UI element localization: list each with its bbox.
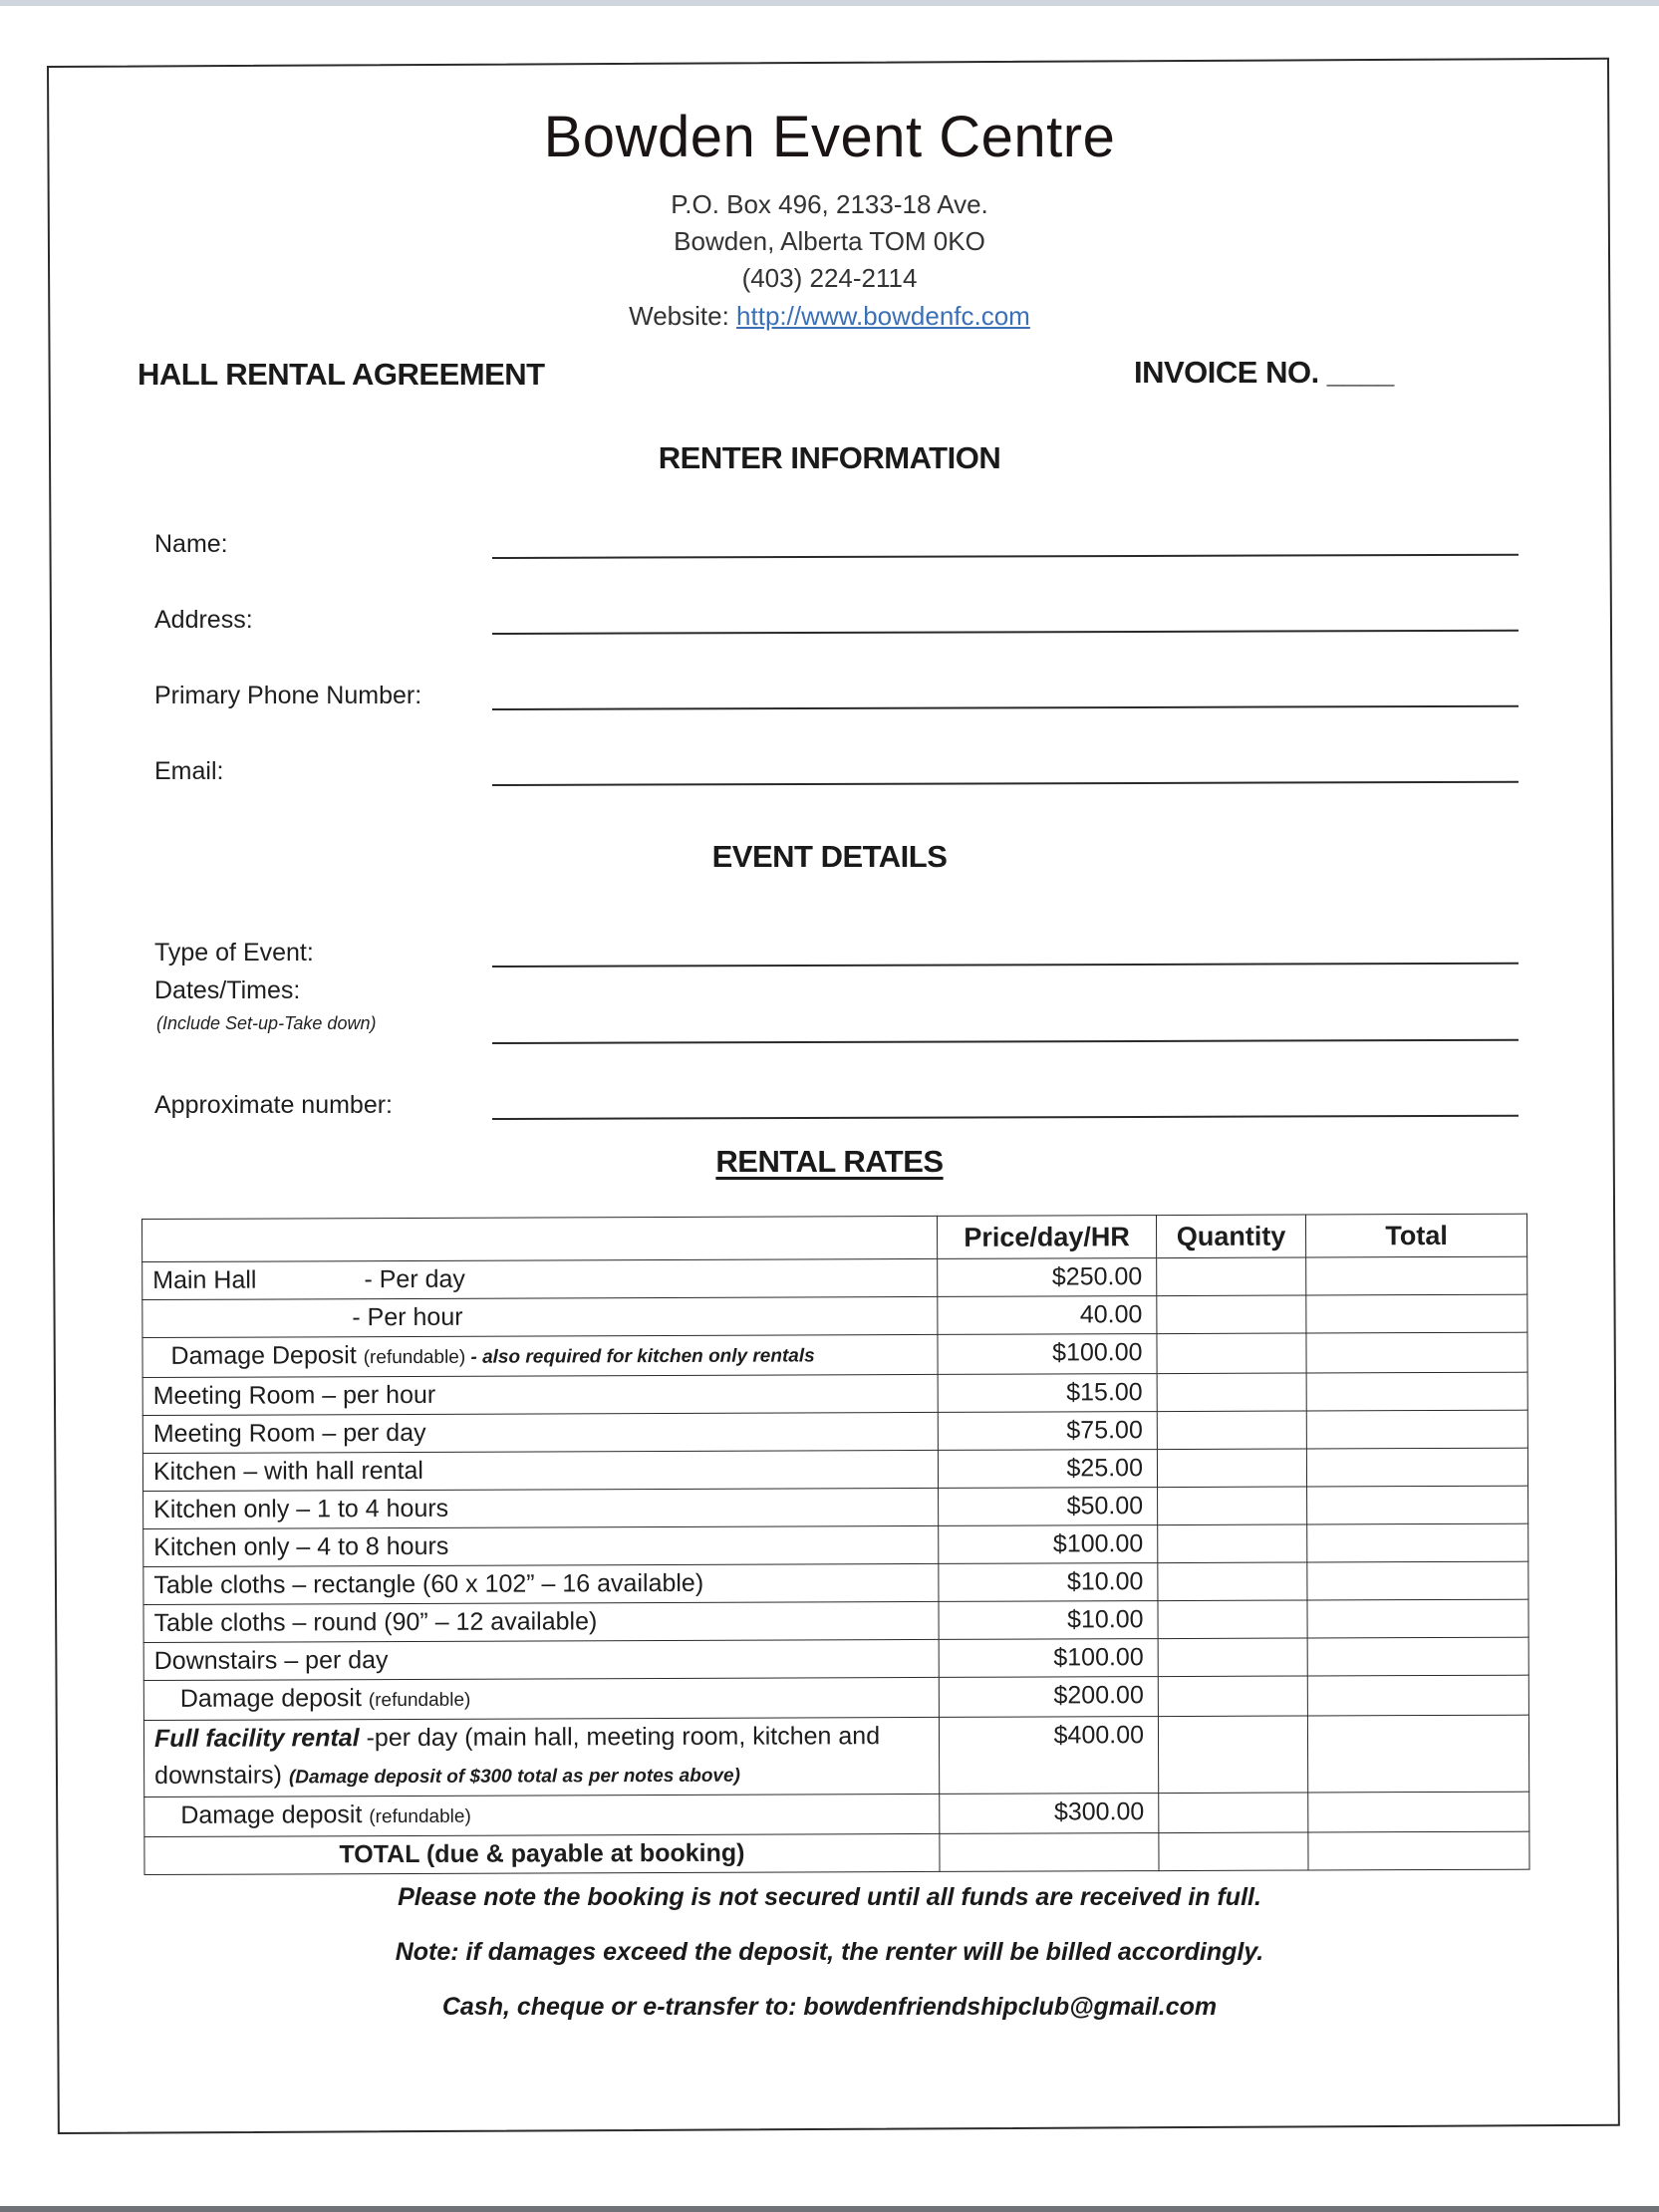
event-details-heading: EVENT DETAILS bbox=[711, 839, 948, 874]
quantity-cell[interactable] bbox=[1158, 1676, 1307, 1717]
quantity-cell[interactable] bbox=[1157, 1373, 1306, 1412]
approximate-number-label: Approximate number: bbox=[154, 1091, 394, 1119]
damages-note: Note: if damages exceed the deposit, the renter will be billed accordingly. bbox=[395, 1938, 1264, 1966]
item-label: -per day (main hall, meeting room, kitchen and downstairs) bbox=[154, 1722, 881, 1790]
table-row bbox=[143, 1675, 1528, 1720]
item-cell: Kitchen only – 1 to 4 hours bbox=[143, 1488, 939, 1528]
rental-rates-heading-text: RENTAL RATES bbox=[715, 1144, 944, 1179]
event-type-label: Type of Event: bbox=[154, 939, 314, 967]
total-cell[interactable] bbox=[1307, 1715, 1528, 1793]
price-cell: $50.00 bbox=[939, 1488, 1158, 1526]
price-cell: $100.00 bbox=[939, 1525, 1158, 1564]
item-cell: Meeting Room – per day bbox=[142, 1412, 938, 1453]
table-row bbox=[144, 1792, 1529, 1836]
column-header-price: Price/day/HR bbox=[937, 1216, 1156, 1259]
total-cell[interactable] bbox=[1307, 1561, 1528, 1600]
total-cell[interactable] bbox=[1307, 1486, 1528, 1524]
table-row bbox=[142, 1410, 1527, 1453]
agreement-title: HALL RENTAL AGREEMENT bbox=[138, 357, 545, 392]
rental-rates-heading bbox=[0, 1144, 1659, 1180]
price-cell: $250.00 bbox=[938, 1258, 1157, 1297]
item-cell bbox=[143, 1677, 939, 1720]
total-cell[interactable] bbox=[1308, 1792, 1529, 1832]
item-bold-label: Full facility rental bbox=[153, 1724, 360, 1753]
item-cell bbox=[143, 1717, 939, 1797]
item-cell bbox=[142, 1334, 938, 1377]
item-cell: Kitchen only – 4 to 8 hours bbox=[143, 1525, 939, 1566]
price-cell: $100.00 bbox=[939, 1639, 1158, 1678]
event-type-input[interactable] bbox=[496, 929, 1517, 964]
table-row bbox=[143, 1637, 1528, 1680]
item-italic-note: - also required for kitchen only rentals bbox=[465, 1345, 815, 1368]
name-input[interactable] bbox=[496, 520, 1517, 555]
quantity-cell[interactable] bbox=[1157, 1257, 1306, 1296]
table-row bbox=[143, 1715, 1528, 1797]
table-row bbox=[143, 1523, 1528, 1566]
quantity-cell[interactable] bbox=[1158, 1716, 1307, 1794]
item-cell: Table cloths – round (90” – 12 available) bbox=[143, 1601, 939, 1642]
quantity-cell[interactable] bbox=[1157, 1295, 1306, 1334]
item-label: Damage deposit bbox=[180, 1800, 363, 1829]
name-label: Name: bbox=[154, 530, 228, 558]
table-row bbox=[142, 1294, 1527, 1337]
table-row bbox=[142, 1332, 1527, 1377]
item-cell: Table cloths – rectangle (60 x 102” – 16 available) bbox=[143, 1563, 939, 1604]
table-total-row bbox=[144, 1831, 1529, 1874]
price-cell: $75.00 bbox=[938, 1412, 1157, 1451]
item-cell bbox=[144, 1794, 940, 1836]
total-cell[interactable] bbox=[1307, 1637, 1528, 1676]
price-cell: $15.00 bbox=[938, 1374, 1157, 1413]
table-row bbox=[142, 1256, 1527, 1299]
column-header-item bbox=[142, 1216, 938, 1261]
payment-note: Cash, cheque or e-transfer to: bowdenfriendshipclub@gmail.com bbox=[441, 1993, 1218, 2021]
total-cell[interactable] bbox=[1306, 1332, 1527, 1373]
item-small-note: (refundable) bbox=[368, 1689, 471, 1712]
organization-title: Bowden Event Centre bbox=[543, 105, 1116, 169]
email-label: Email: bbox=[154, 757, 224, 785]
quantity-cell[interactable] bbox=[1158, 1487, 1307, 1525]
price-cell: $200.00 bbox=[939, 1677, 1158, 1718]
email-input[interactable] bbox=[496, 747, 1517, 782]
address-line-2: Bowden, Alberta TOM 0KO bbox=[674, 226, 985, 256]
phone-number: (403) 224-2114 bbox=[741, 263, 918, 293]
dates-times-label: Dates/Times: bbox=[154, 976, 301, 1004]
quantity-cell[interactable] bbox=[1158, 1562, 1307, 1601]
total-cell[interactable] bbox=[1307, 1523, 1528, 1562]
table-header-row bbox=[142, 1214, 1527, 1261]
quantity-cell[interactable] bbox=[1158, 1524, 1307, 1563]
renter-information-heading: RENTER INFORMATION bbox=[658, 440, 1001, 475]
grand-total-cell[interactable] bbox=[1308, 1831, 1529, 1870]
website-label: Website: bbox=[629, 301, 729, 331]
total-cell[interactable] bbox=[1307, 1599, 1528, 1638]
address-input[interactable] bbox=[496, 596, 1517, 631]
address-line-1: P.O. Box 496, 2133-18 Ave. bbox=[671, 189, 988, 219]
quantity-cell[interactable] bbox=[1159, 1793, 1308, 1833]
column-header-quantity: Quantity bbox=[1156, 1215, 1305, 1258]
item-small-note: (refundable) bbox=[363, 1346, 466, 1369]
price-cell: $300.00 bbox=[940, 1794, 1159, 1834]
total-cell[interactable] bbox=[1306, 1256, 1527, 1295]
total-cell[interactable] bbox=[1306, 1448, 1527, 1487]
price-cell: 40.00 bbox=[938, 1296, 1157, 1335]
item-italic-note: (Damage deposit of $300 total as per notes above) bbox=[288, 1765, 740, 1789]
dates-times-hint: (Include Set-up-Take down) bbox=[156, 1013, 377, 1033]
dates-times-input[interactable] bbox=[496, 1005, 1517, 1040]
item-label: Damage deposit bbox=[179, 1684, 362, 1713]
total-label-cell: TOTAL (due & payable at booking) bbox=[144, 1833, 940, 1874]
approximate-number-input[interactable] bbox=[496, 1081, 1517, 1116]
item-cell: Downstairs – per day bbox=[143, 1639, 939, 1680]
table-row bbox=[143, 1561, 1528, 1604]
price-cell: $100.00 bbox=[938, 1334, 1157, 1375]
total-cell[interactable] bbox=[1306, 1294, 1527, 1333]
table-row bbox=[143, 1599, 1528, 1642]
quantity-cell[interactable] bbox=[1159, 1832, 1308, 1871]
booking-note: Please note the booking is not secured until all funds are received in full. bbox=[398, 1883, 1261, 1911]
quantity-cell[interactable] bbox=[1158, 1600, 1307, 1639]
price-cell: $25.00 bbox=[938, 1450, 1157, 1489]
invoice-number-label: INVOICE NO. ____ bbox=[1134, 355, 1394, 390]
total-cell[interactable] bbox=[1307, 1675, 1528, 1716]
total-cell[interactable] bbox=[1306, 1372, 1527, 1411]
item-small-note: (refundable) bbox=[369, 1805, 471, 1828]
item-cell: Meeting Room – per hour bbox=[142, 1374, 938, 1415]
scan-edge-top bbox=[0, 0, 1659, 6]
table-row bbox=[143, 1486, 1528, 1528]
quantity-cell[interactable] bbox=[1157, 1411, 1306, 1450]
phone-label: Primary Phone Number: bbox=[154, 682, 422, 709]
total-cell[interactable] bbox=[1306, 1410, 1527, 1449]
price-cell: $400.00 bbox=[939, 1717, 1158, 1795]
column-header-total: Total bbox=[1305, 1214, 1526, 1257]
price-cell bbox=[940, 1833, 1159, 1872]
item-label: Damage Deposit bbox=[170, 1341, 357, 1370]
item-cell: Kitchen – with hall rental bbox=[142, 1450, 938, 1491]
quantity-cell[interactable] bbox=[1157, 1449, 1306, 1488]
table-row bbox=[142, 1448, 1527, 1491]
price-cell: $10.00 bbox=[939, 1601, 1158, 1640]
item-cell bbox=[142, 1296, 938, 1337]
website-link[interactable]: http://www.bowdenfc.com bbox=[736, 301, 1030, 331]
scan-edge-bottom bbox=[0, 2206, 1659, 2212]
quantity-cell[interactable] bbox=[1157, 1333, 1306, 1374]
price-cell: $10.00 bbox=[939, 1563, 1158, 1602]
item-label: Main Hall bbox=[152, 1265, 257, 1294]
quantity-cell[interactable] bbox=[1158, 1638, 1307, 1677]
website-line bbox=[0, 301, 1659, 332]
phone-input[interactable] bbox=[496, 672, 1517, 706]
item-sublabel: - Per hour bbox=[352, 1302, 463, 1332]
item-cell bbox=[142, 1258, 938, 1299]
rental-rates-table bbox=[141, 1214, 1530, 1875]
item-sublabel: - Per day bbox=[364, 1264, 465, 1294]
table-row bbox=[142, 1372, 1527, 1415]
address-label: Address: bbox=[154, 606, 253, 634]
